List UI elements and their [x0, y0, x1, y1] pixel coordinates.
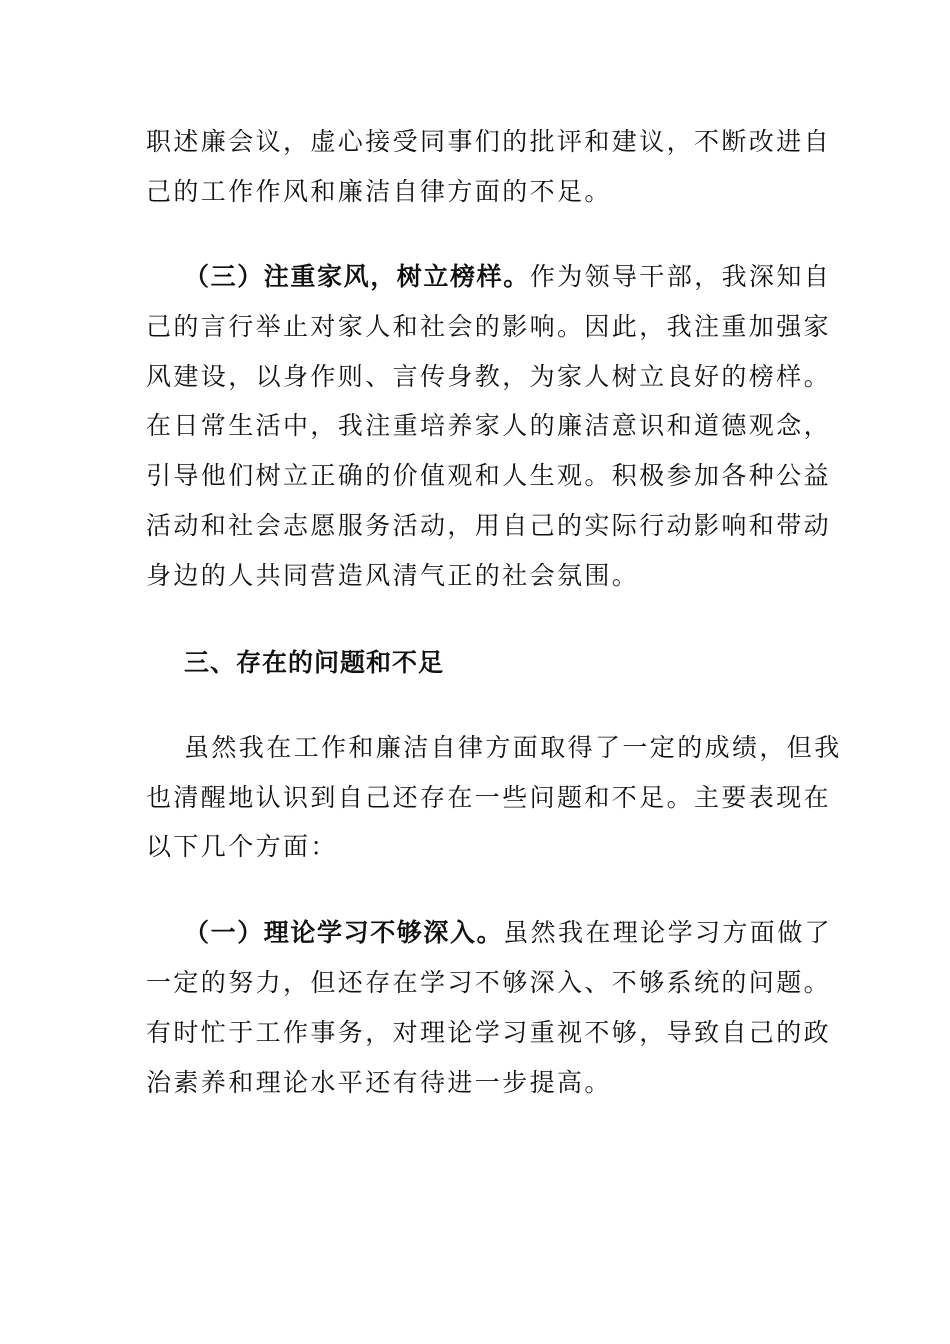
paragraph-first-line	[184, 262, 831, 292]
paragraph-line: 己的言行举止对家人和社会的影响。因此，我注重加强家	[146, 312, 832, 341]
paragraph-line: 一定的努力，但还存在学习不够深入、不够系统的问题。	[146, 968, 832, 997]
paragraph-line: 在日常生活中，我注重培养家人的廉洁意识和道德观念，	[146, 411, 832, 440]
paragraph-line: 以下几个方面：	[146, 832, 338, 861]
paragraph-line: 职述廉会议，虚心接受同事们的批评和建议，不断改进自	[146, 127, 832, 156]
paragraph-line: 风建设，以身作则、言传身教，为家人树立良好的榜样。	[146, 362, 832, 391]
paragraph-first-line: 虽然我在工作和廉洁自律方面取得了一定的成绩，但我	[184, 733, 842, 762]
paragraph-line: 活动和社会志愿服务活动，用自己的实际行动影响和带动	[146, 511, 832, 540]
paragraph-line: 治素养和理论水平还有待进一步提高。	[146, 1068, 612, 1097]
paragraph-line: 己的工作作风和廉洁自律方面的不足。	[146, 177, 612, 206]
paragraph-text: 作为领导干部，我深知自	[529, 262, 832, 291]
paragraph-text: 虽然我在理论学习方面做了	[503, 918, 833, 947]
section-lead-heading: （一）理论学习不够深入。	[184, 918, 504, 947]
section-heading: 三、存在的问题和不足	[184, 648, 445, 677]
paragraph-line: 也清醒地认识到自己还存在一些问题和不足。主要表现在	[146, 783, 832, 812]
paragraph-line: 身边的人共同营造风清气正的社会氛围。	[146, 561, 640, 590]
paragraph-line: 引导他们树立正确的价值观和人生观。积极参加各种公益	[146, 461, 832, 490]
section-lead-heading: （三）注重家风，树立榜样。	[184, 262, 530, 291]
paragraph-line: 有时忙于工作事务，对理论学习重视不够，导致自己的政	[146, 1018, 832, 1047]
paragraph-first-line	[184, 918, 832, 948]
